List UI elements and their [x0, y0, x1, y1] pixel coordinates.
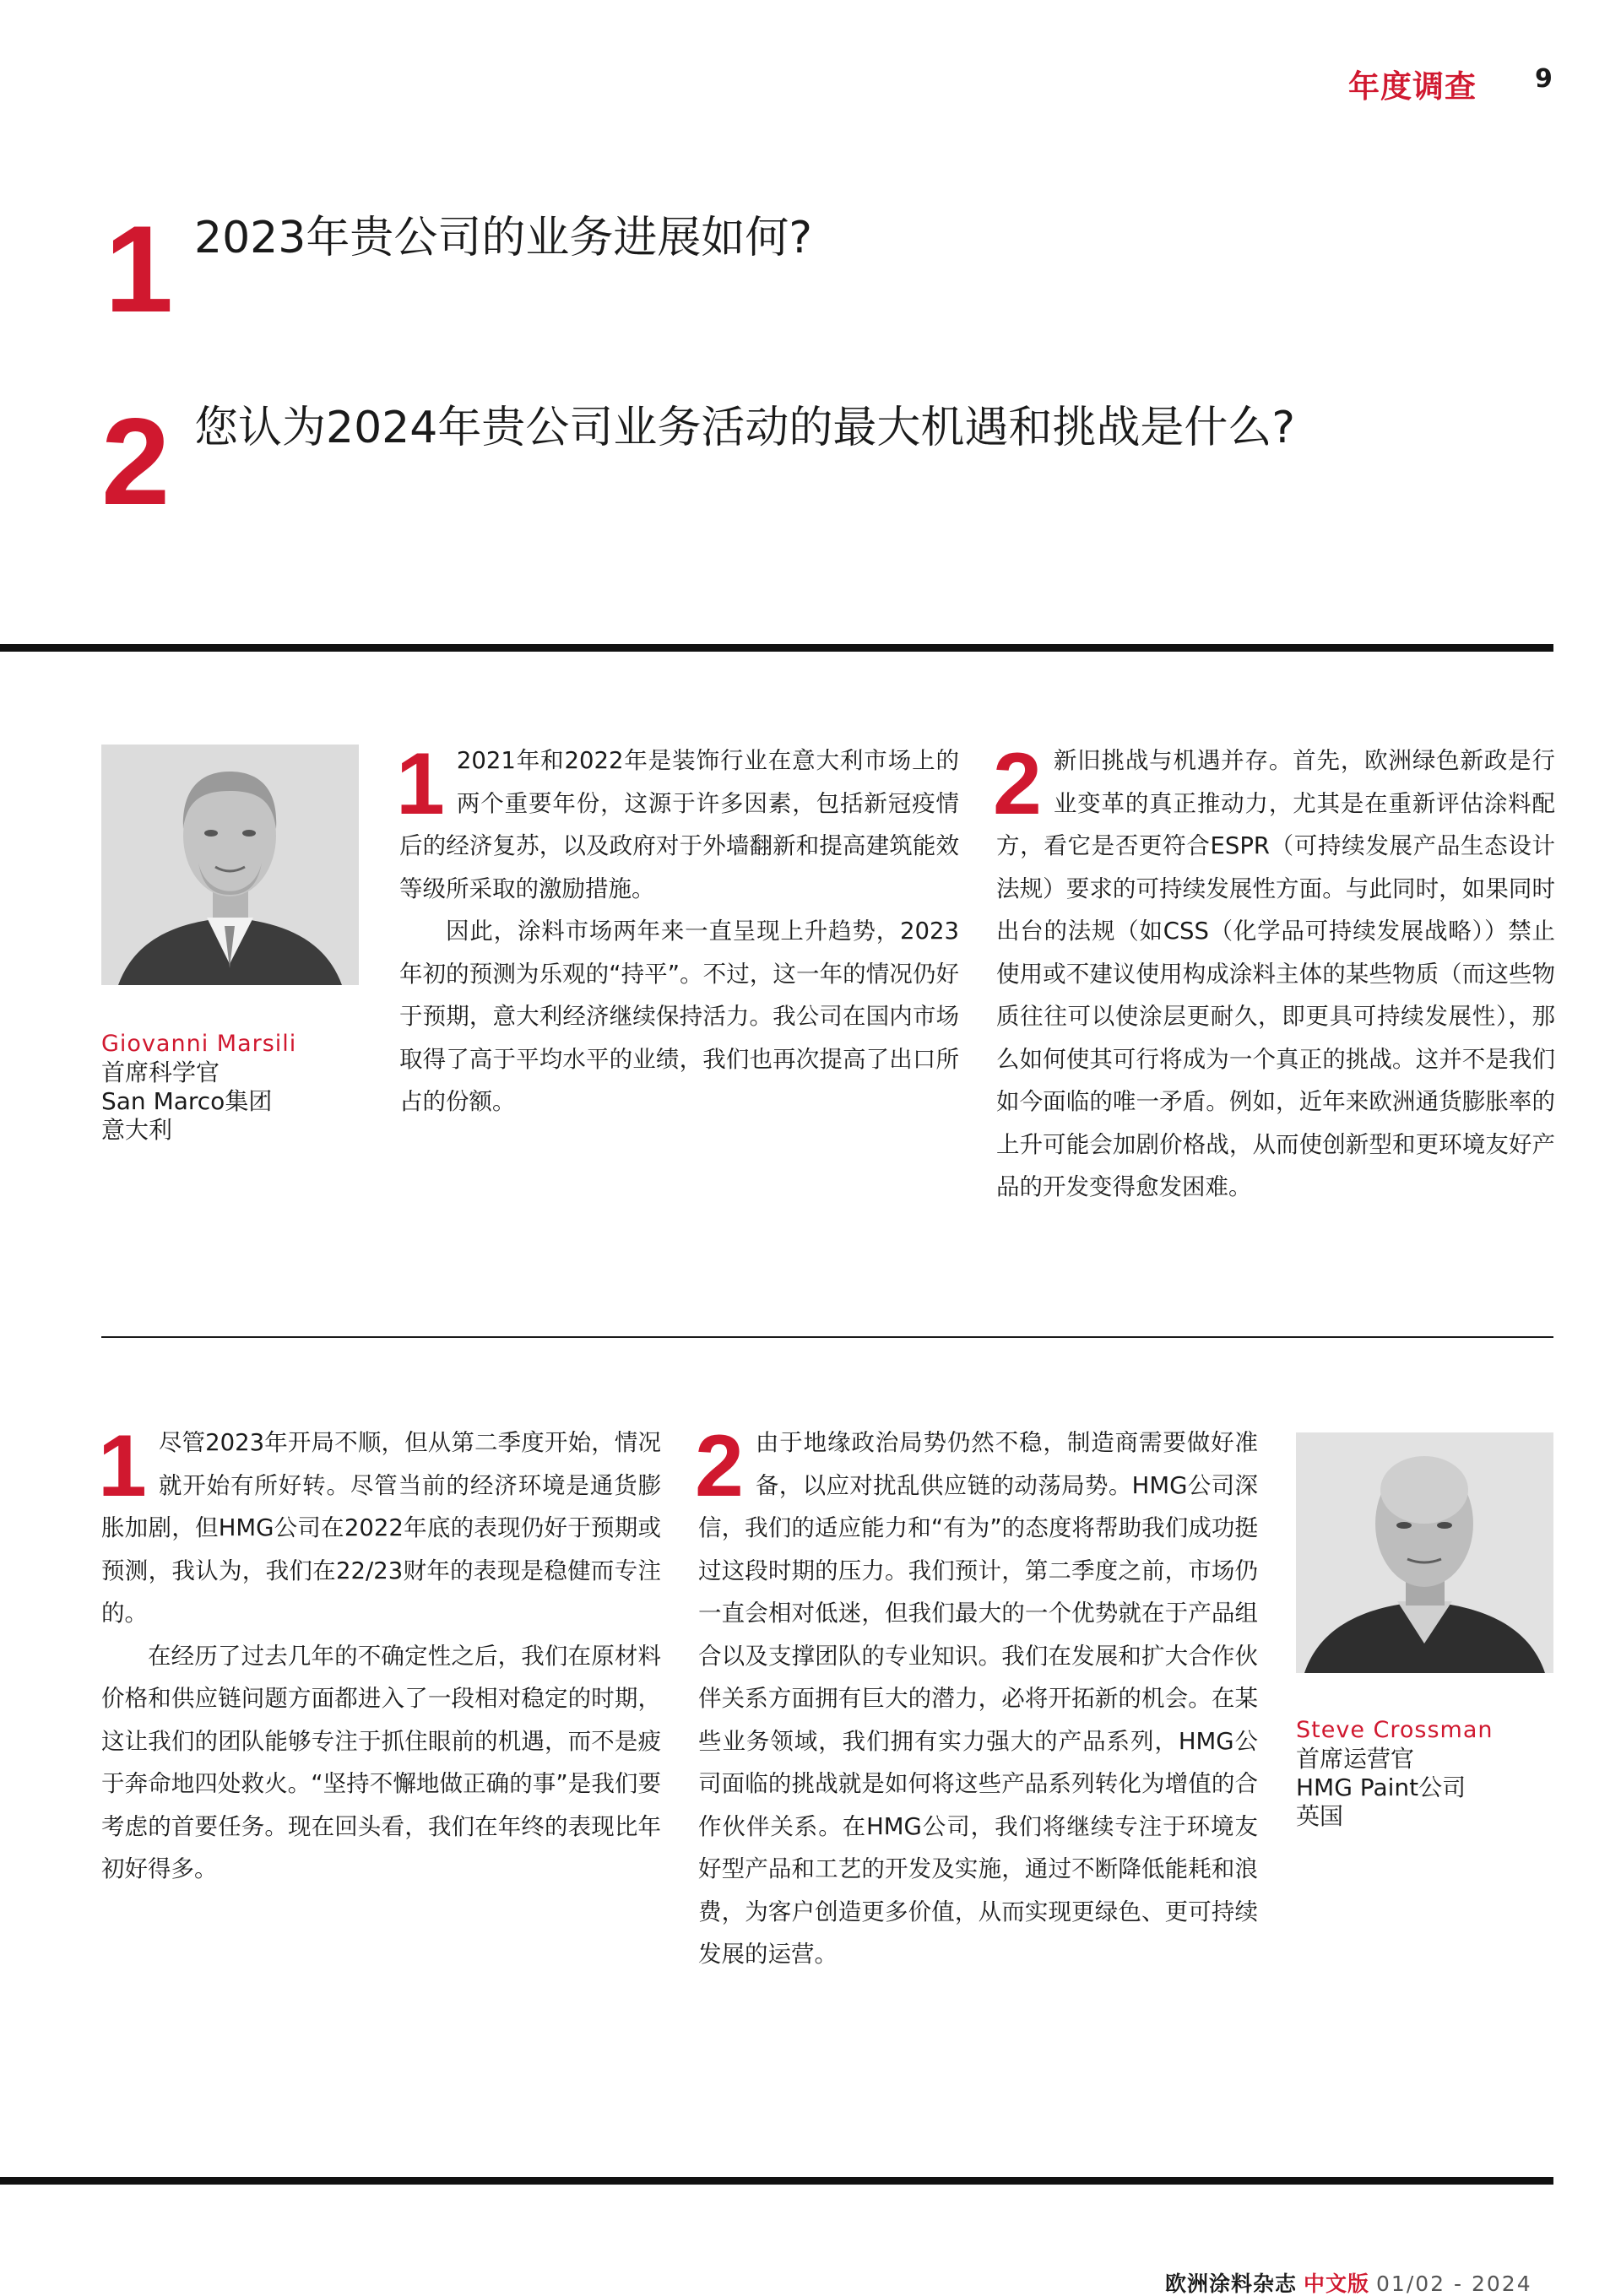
answer-paragraph: 2021年和2022年是装饰行业在意大利市场上的两个重要年份，这源于许多因素，包括新冠疫情后的经济复苏，以及政府对于外墙翻新和提高建筑能效等级所采取的激励措施。: [399, 747, 959, 902]
question-1-number: 1: [105, 200, 174, 338]
person-company: HMG Paint公司: [1296, 1773, 1466, 1801]
question-1-text: 2023年贵公司的业务进展如何?: [194, 213, 812, 263]
answer-1-column: [396, 735, 959, 1124]
person-title: 首席运营官: [1296, 1745, 1415, 1773]
answer-paragraph: 尽管2023年开局不顺，但从第二季度开始，情况就开始有所好转。尽管当前的经济环境是通货膨胀加剧，但HMG公司在2022年底的表现仍好于预期或预测，我认为，我们在22/23财年的表现是稳健而专注的。: [101, 1429, 661, 1627]
portrait-photo-giovanni-marsili: [101, 745, 359, 985]
footer: [1165, 2273, 1532, 2294]
answer-number: 1: [396, 735, 445, 833]
answer-paragraph: 因此，涂料市场两年来一直呈现上升趋势，2023年初的预测为乐观的“持平”。不过，这一年的情况仍好于预期，意大利经济继续保持活力。我公司在国内市场取得了高于平均水平的业绩，我们也再次提高了出口所占的份额。: [399, 918, 959, 1115]
answer-number: 2: [993, 735, 1042, 833]
section-title: 年度调查: [1348, 68, 1477, 105]
section-divider-middle: [101, 1336, 1553, 1338]
answer-paragraph: 在经历了过去几年的不确定性之后，我们在原材料价格和供应链问题方面都进入了一段相对稳定的时期，这让我们的团队能够专注于抓住眼前的机遇，而不是疲于奔命地四处救火。“坚持不懈地做正确的事”是我们要考虑的首要任务。现在回头看，我们在年终的表现比年初好得多。: [101, 1642, 661, 1882]
page-number: 9: [1535, 64, 1553, 94]
answer-number: 1: [98, 1417, 147, 1515]
person-name: Steve Crossman: [1296, 1717, 1494, 1743]
section-divider-bottom: [0, 2177, 1553, 2185]
answer-1-column: [98, 1417, 661, 1891]
section-divider-top: [0, 644, 1553, 652]
answer-2-column: [993, 735, 1555, 1209]
portrait-photo-steve-crossman: [1296, 1432, 1553, 1673]
person-title: 首席科学官: [101, 1059, 220, 1086]
answer-paragraph: 新旧挑战与机遇并存。首先，欧洲绿色新政是行业变革的真正推动力，尤其是在重新评估涂料配方，看它是否更符合ESPR（可持续发展产品生态设计法规）要求的可持续发展性方面。与此同时，如果同时出台的法规（如CSS（化学品可持续发展战略））禁止使用或不建议使用构成涂料主体的某些物质（而这些物质往往可以使涂层更耐久，即更具可持续发展性），那么如何使其可行将成为一个真正的挑战。这并不是我们如今面临的唯一矛盾。例如，近年来欧洲通货膨胀率的上升可能会加剧价格战，从而使创新型和更环境友好产品的开发变得愈发困难。: [996, 747, 1555, 1200]
person-name: Giovanni Marsili: [101, 1031, 297, 1057]
footer-edition: 中文版: [1304, 2272, 1370, 2296]
footer-magazine: 欧洲涂料杂志: [1165, 2272, 1298, 2296]
answer-2-column: [695, 1417, 1258, 1976]
person-company: San Marco集团: [101, 1087, 273, 1115]
answer-number: 2: [695, 1417, 744, 1515]
footer-date: 01/02 - 2024: [1376, 2272, 1532, 2296]
person-country: 意大利: [101, 1116, 173, 1144]
question-2-text: 您认为2024年贵公司业务活动的最大机遇和挑战是什么?: [194, 403, 1295, 453]
answer-paragraph: 由于地缘政治局势仍然不稳，制造商需要做好准备，以应对扰乱供应链的动荡局势。HMG公司深信，我们的适应能力和“有为”的态度将帮助我们成功挺过这段时期的压力。我们预计，第二季度之前，市场仍一直会相对低迷，但我们最大的一个优势就在于产品组合以及支撑团队的专业知识。我们在发展和扩大合作伙伴关系方面拥有巨大的潜力，必将开拓新的机会。在某些业务领域，我们拥有实力强大的产品系列，HMG公司面临的挑战就是如何将这些产品系列转化为增值的合作伙伴关系。在HMG公司，我们将继续专注于环境友好型产品和工艺的开发及实施，通过不断降低能耗和浪费，为客户创造更多价值，从而实现更绿色、更可持续发展的运营。: [698, 1429, 1258, 1968]
question-2-number: 2: [101, 393, 171, 530]
person-country: 英国: [1296, 1802, 1344, 1830]
